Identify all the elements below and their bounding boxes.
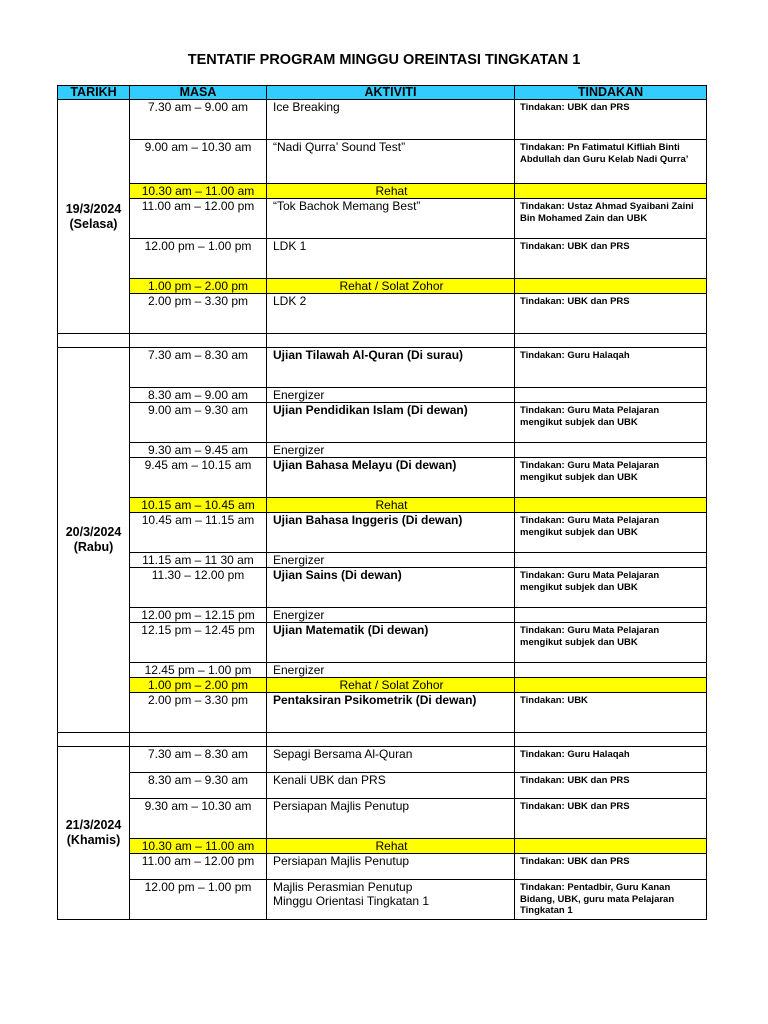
activity-cell: Rehat	[267, 839, 515, 854]
activity-cell: Rehat / Solat Zohor	[267, 678, 515, 693]
schedule-row	[58, 279, 707, 294]
schedule-row	[58, 693, 707, 733]
action-cell: Tindakan: Guru Mata Pelajaran mengikut subjek dan UBK	[515, 623, 707, 663]
action-cell: Tindakan: UBK dan PRS	[515, 854, 707, 880]
header-masa: MASA	[130, 86, 267, 100]
date-cell	[58, 100, 130, 334]
action-cell	[515, 498, 707, 513]
activity-cell: Ujian Bahasa Melayu (Di dewan)	[267, 458, 515, 498]
activity-cell: Ujian Bahasa Inggeris (Di dewan)	[267, 513, 515, 553]
activity-cell: “Nadi Qurra’ Sound Test”	[267, 140, 515, 184]
spacer-cell	[515, 334, 707, 348]
action-cell: Tindakan: Guru Mata Pelajaran mengikut subjek dan UBK	[515, 568, 707, 608]
time-cell: 7.30 am – 8.30 am	[130, 348, 267, 388]
action-cell	[515, 678, 707, 693]
action-cell: Tindakan: UBK dan PRS	[515, 100, 707, 140]
schedule-row	[58, 513, 707, 553]
schedule-row	[58, 498, 707, 513]
schedule-row	[58, 773, 707, 799]
schedule-row	[58, 184, 707, 199]
time-cell: 10.30 am – 11.00 am	[130, 184, 267, 199]
time-cell: 11.00 am – 12.00 pm	[130, 854, 267, 880]
activity-cell: Ujian Matematik (Di dewan)	[267, 623, 515, 663]
activity-cell: Pentaksiran Psikometrik (Di dewan)	[267, 693, 515, 733]
activity-cell: Ujian Tilawah Al-Quran (Di surau)	[267, 348, 515, 388]
time-cell: 11.30 – 12.00 pm	[130, 568, 267, 608]
action-cell	[515, 608, 707, 623]
time-cell: 11.00 am – 12.00 pm	[130, 199, 267, 239]
date-cell	[58, 747, 130, 920]
action-cell: Tindakan: Guru Mata Pelajaran mengikut subjek dan UBK	[515, 458, 707, 498]
action-cell: Tindakan: Guru Halaqah	[515, 747, 707, 773]
spacer-cell	[130, 733, 267, 747]
action-cell: Tindakan: UBK dan PRS	[515, 773, 707, 799]
activity-cell: Energizer	[267, 388, 515, 403]
time-cell: 7.30 am – 9.00 am	[130, 100, 267, 140]
activity-cell: LDK 1	[267, 239, 515, 279]
schedule-row	[58, 623, 707, 663]
schedule-row	[58, 553, 707, 568]
action-cell: Tindakan: Guru Halaqah	[515, 348, 707, 388]
schedule-row	[58, 403, 707, 443]
time-cell: 12.00 pm – 1.00 pm	[130, 880, 267, 920]
activity-cell: Sepagi Bersama Al-Quran	[267, 747, 515, 773]
spacer-cell	[58, 733, 130, 747]
time-cell: 11.15 am – 11 30 am	[130, 553, 267, 568]
activity-cell: Energizer	[267, 443, 515, 458]
schedule-row	[58, 348, 707, 388]
schedule-row	[58, 199, 707, 239]
time-cell: 9.00 am – 9.30 am	[130, 403, 267, 443]
schedule-row	[58, 458, 707, 498]
schedule-row	[58, 678, 707, 693]
action-cell: Tindakan: UBK dan PRS	[515, 799, 707, 839]
schedule-row	[58, 388, 707, 403]
schedule-row	[58, 443, 707, 458]
activity-cell: Energizer	[267, 608, 515, 623]
activity-cell: “Tok Bachok Memang Best”	[267, 199, 515, 239]
activity-cell: Energizer	[267, 663, 515, 678]
activity-cell: Energizer	[267, 553, 515, 568]
schedule-row	[58, 880, 707, 920]
time-cell: 10.30 am – 11.00 am	[130, 839, 267, 854]
action-cell	[515, 553, 707, 568]
action-cell: Tindakan: UBK dan PRS	[515, 239, 707, 279]
schedule-row	[58, 140, 707, 184]
action-cell: Tindakan: UBK dan PRS	[515, 294, 707, 334]
activity-cell: Persiapan Majlis Penutup	[267, 799, 515, 839]
header-tindakan: TINDAKAN	[515, 86, 707, 100]
date-label: 21/3/2024	[65, 818, 122, 832]
header-aktiviti: AKTIVITI	[267, 86, 515, 100]
time-cell: 12.00 pm – 12.15 pm	[130, 608, 267, 623]
time-cell: 9.45 am – 10.15 am	[130, 458, 267, 498]
schedule-body	[58, 100, 707, 920]
time-cell: 9.30 am – 10.30 am	[130, 799, 267, 839]
header-row	[58, 86, 707, 100]
schedule-table	[57, 85, 707, 920]
schedule-row	[58, 663, 707, 678]
activity-cell: Majlis Perasmian Penutup Minggu Orientasi Tingkatan 1	[267, 880, 515, 920]
schedule-row	[58, 100, 707, 140]
action-cell	[515, 279, 707, 294]
spacer-cell	[267, 733, 515, 747]
spacer-cell	[515, 733, 707, 747]
action-cell	[515, 663, 707, 678]
page-title: TENTATIF PROGRAM MINGGU OREINTASI TINGKATAN 1	[187, 52, 581, 68]
action-cell	[515, 184, 707, 199]
day-label: (Selasa)	[69, 216, 118, 231]
action-cell: Tindakan: UBK	[515, 693, 707, 733]
action-cell: Tindakan: Pentadbir, Guru Kanan Bidang, UBK, guru mata Pelajaran Tingkatan 1	[515, 880, 707, 920]
action-cell: Tindakan: Guru Mata Pelajaran mengikut subjek dan UBK	[515, 403, 707, 443]
spacer-cell	[58, 334, 130, 348]
activity-cell: Ujian Pendidikan Islam (Di dewan)	[267, 403, 515, 443]
activity-cell: Ujian Sains (Di dewan)	[267, 568, 515, 608]
time-cell: 8.30 am – 9.00 am	[130, 388, 267, 403]
spacer-cell	[267, 334, 515, 348]
action-cell	[515, 388, 707, 403]
day-label: (Khamis)	[66, 833, 121, 847]
date-label: 19/3/2024	[65, 201, 122, 216]
activity-cell: Rehat	[267, 498, 515, 513]
schedule-row	[58, 239, 707, 279]
date-cell	[58, 348, 130, 733]
schedule-row	[58, 294, 707, 334]
activity-cell: Kenali UBK dan PRS	[267, 773, 515, 799]
time-cell: 2.00 pm – 3.30 pm	[130, 693, 267, 733]
activity-cell: LDK 2	[267, 294, 515, 334]
time-cell: 1.00 pm – 2.00 pm	[130, 279, 267, 294]
spacer-row	[58, 733, 707, 747]
date-label: 20/3/2024	[65, 525, 122, 539]
activity-cell: Persiapan Majlis Penutup	[267, 854, 515, 880]
time-cell: 1.00 pm – 2.00 pm	[130, 678, 267, 693]
time-cell: 9.00 am – 10.30 am	[130, 140, 267, 184]
schedule-row	[58, 747, 707, 773]
time-cell: 12.15 pm – 12.45 pm	[130, 623, 267, 663]
schedule-row	[58, 799, 707, 839]
time-cell: 9.30 am – 9.45 am	[130, 443, 267, 458]
time-cell: 7.30 am – 8.30 am	[130, 747, 267, 773]
spacer-cell	[130, 334, 267, 348]
action-cell	[515, 443, 707, 458]
action-cell: Tindakan: Ustaz Ahmad Syaibani Zaini Bin Mohamed Zain dan UBK	[515, 199, 707, 239]
time-cell: 12.00 pm – 1.00 pm	[130, 239, 267, 279]
header-tarikh: TARIKH	[58, 86, 130, 100]
day-label: (Rabu)	[73, 540, 114, 554]
action-cell	[515, 839, 707, 854]
time-cell: 2.00 pm – 3.30 pm	[130, 294, 267, 334]
time-cell: 10.15 am – 10.45 am	[130, 498, 267, 513]
action-cell: Tindakan: Guru Mata Pelajaran mengikut subjek dan UBK	[515, 513, 707, 553]
action-cell: Tindakan: Pn Fatimatul Kifliah Binti Abdullah dan Guru Kelab Nadi Qurra’	[515, 140, 707, 184]
activity-cell: Ice Breaking	[267, 100, 515, 140]
time-cell: 10.45 am – 11.15 am	[130, 513, 267, 553]
activity-cell: Rehat	[267, 184, 515, 199]
time-cell: 12.45 pm – 1.00 pm	[130, 663, 267, 678]
schedule-row	[58, 568, 707, 608]
activity-cell: Rehat / Solat Zohor	[267, 279, 515, 294]
time-cell: 8.30 am – 9.30 am	[130, 773, 267, 799]
schedule-row	[58, 608, 707, 623]
spacer-row	[58, 334, 707, 348]
schedule-row	[58, 854, 707, 880]
schedule-row	[58, 839, 707, 854]
